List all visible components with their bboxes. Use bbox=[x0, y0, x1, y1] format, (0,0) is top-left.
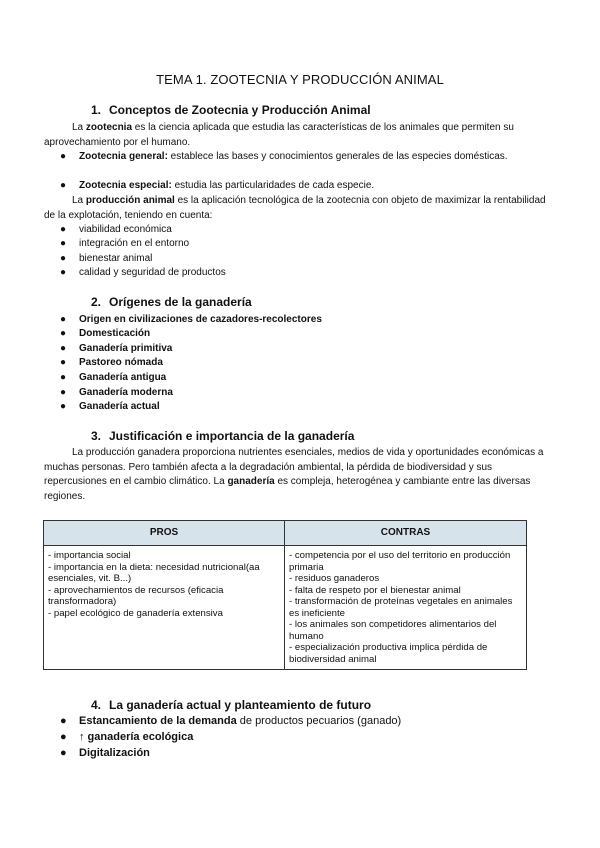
bullet-icon: ● bbox=[60, 253, 67, 264]
bold-term: Zootecnia general: bbox=[79, 151, 168, 162]
text-run: es la aplicación tecnológica de la zootecnia con objeto de maximizar la rentabilidad de la explotación, teniendo en cuenta: bbox=[44, 195, 546, 221]
text-run: establece las bases y conocimientos generales de las especies domésticas. bbox=[167, 151, 508, 162]
text-run: La bbox=[72, 195, 86, 206]
list-item bbox=[60, 730, 560, 745]
list-item-text: integración en el entorno bbox=[79, 238, 190, 249]
bullet-icon: ● bbox=[60, 343, 67, 354]
list-item bbox=[60, 237, 560, 252]
list-item-text: Ganadería moderna bbox=[79, 387, 173, 398]
bold-term: Zootecnia especial: bbox=[79, 180, 172, 191]
pros-cell bbox=[44, 546, 285, 670]
bullet-icon: ● bbox=[60, 314, 67, 325]
section-1-heading bbox=[91, 103, 371, 117]
bullet-icon: ● bbox=[60, 224, 67, 235]
pros-contras-table bbox=[43, 520, 527, 670]
section-title: Conceptos de Zootecnia y Producción Animal bbox=[109, 103, 371, 117]
contras-item: - residuos ganaderos bbox=[289, 573, 380, 584]
paragraph-justificacion bbox=[44, 446, 554, 504]
section-4-heading bbox=[91, 698, 371, 712]
bullet-icon: ● bbox=[60, 372, 67, 383]
list-item bbox=[60, 386, 560, 401]
list-item bbox=[60, 371, 560, 386]
list-item-text: bienestar animal bbox=[79, 253, 153, 264]
bullet-icon: ● bbox=[60, 238, 67, 249]
pros-item: - importancia en la dieta: necesidad nutricional(aa esenciales, vit. B...) bbox=[48, 561, 260, 584]
page-title: TEMA 1. ZOOTECNIA Y PRODUCCIÓN ANIMAL bbox=[156, 72, 444, 87]
bullet-icon: ● bbox=[60, 731, 67, 743]
pros-item: - papel ecológico de ganadería extensiva bbox=[48, 607, 223, 619]
contras-item: - falta de respeto por el bienestar animal bbox=[289, 584, 461, 596]
list-item-text: Ganadería antigua bbox=[79, 372, 167, 383]
contras-item: - transformación de proteínas vegetales en animales es ineficiente bbox=[289, 596, 513, 619]
bullet-icon: ● bbox=[60, 180, 67, 191]
bold-term: Estancamiento de la demanda bbox=[79, 715, 237, 727]
list-item bbox=[60, 400, 560, 415]
bold-term: producción animal bbox=[85, 195, 175, 206]
contras-item: - competencia por el uso del territorio en producción primaria bbox=[289, 550, 511, 573]
pros-item: - aprovechamientos de recursos (eficacia transformadora) bbox=[48, 584, 224, 607]
bold-term: ganadería bbox=[227, 476, 275, 487]
section-title: Orígenes de la ganadería bbox=[109, 295, 252, 309]
list-item-text: viabilidad económica bbox=[79, 224, 172, 235]
list-item bbox=[60, 327, 560, 342]
list-item bbox=[60, 746, 560, 761]
list-item bbox=[60, 150, 560, 165]
column-header-pros: PROS bbox=[44, 521, 285, 546]
bullet-icon: ● bbox=[60, 401, 67, 412]
bullet-icon: ● bbox=[60, 357, 67, 368]
paragraph-zootecnia bbox=[44, 121, 554, 150]
list-item bbox=[60, 266, 560, 281]
bullet-icon: ● bbox=[60, 151, 67, 162]
list-item bbox=[60, 356, 560, 371]
list-item-text: Domesticación bbox=[79, 328, 151, 339]
section-number: 2. bbox=[91, 295, 102, 309]
list-item-text: Ganadería primitiva bbox=[79, 343, 173, 354]
list-item-text: calidad y seguridad de productos bbox=[79, 267, 226, 278]
list-item bbox=[60, 313, 560, 328]
section-number: 1. bbox=[91, 103, 102, 117]
list-item bbox=[60, 223, 560, 238]
table-row bbox=[44, 546, 527, 670]
table-header-row bbox=[44, 521, 527, 546]
list-item-text: Ganadería actual bbox=[79, 401, 160, 412]
bullet-icon: ● bbox=[60, 715, 67, 727]
contras-item: - los animales son competidores alimentarios del humano bbox=[289, 619, 497, 642]
column-header-contras: CONTRAS bbox=[285, 521, 527, 546]
text-run: es la ciencia aplicada que estudia las características de los animales que permiten su aprovechamiento por el humano. bbox=[44, 122, 514, 148]
list-item bbox=[60, 252, 560, 267]
contras-cell bbox=[285, 546, 527, 670]
text-run: de productos pecuarios (ganado) bbox=[236, 715, 402, 727]
list-item-text: Pastoreo nómada bbox=[79, 357, 163, 368]
bullet-icon: ● bbox=[60, 267, 67, 278]
section-title: La ganadería actual y planteamiento de futuro bbox=[109, 698, 372, 712]
text-run: es compleja, heterogénea y cambiante entre las diversas regiones. bbox=[44, 476, 531, 502]
text-run: La producción ganadera proporciona nutrientes esenciales, medios de vida y oportunidades económicas a muchas personas. Pero también afecta a la degradación ambiental, la pérdida de biodiversidad y sus repercusiones en el cambio climático. La bbox=[44, 447, 544, 487]
bullet-icon: ● bbox=[60, 387, 67, 398]
bold-term: ↑ ganadería ecológica bbox=[79, 731, 194, 743]
section-number: 4. bbox=[91, 698, 102, 712]
section-number: 3. bbox=[91, 429, 102, 443]
list-item-text: Origen en civilizaciones de cazadores-recolectores bbox=[79, 314, 322, 325]
paragraph-produccion-animal bbox=[44, 194, 554, 223]
text-run: La bbox=[72, 122, 86, 133]
bullet-icon: ● bbox=[60, 747, 67, 759]
list-item bbox=[60, 179, 560, 194]
list-item bbox=[60, 342, 560, 357]
section-3-heading bbox=[91, 429, 354, 443]
bold-term: zootecnia bbox=[85, 122, 133, 133]
section-2-heading bbox=[91, 295, 252, 309]
list-item bbox=[60, 714, 560, 729]
bold-term: Digitalización bbox=[79, 747, 150, 759]
contras-item: - especialización productiva implica pérdida de biodiversidad animal bbox=[289, 642, 488, 665]
text-run: estudia las particularidades de cada especie. bbox=[171, 180, 375, 191]
section-title: Justificación e importancia de la ganadería bbox=[109, 429, 355, 443]
bullet-icon: ● bbox=[60, 328, 67, 339]
pros-item: - importancia social bbox=[48, 550, 131, 561]
